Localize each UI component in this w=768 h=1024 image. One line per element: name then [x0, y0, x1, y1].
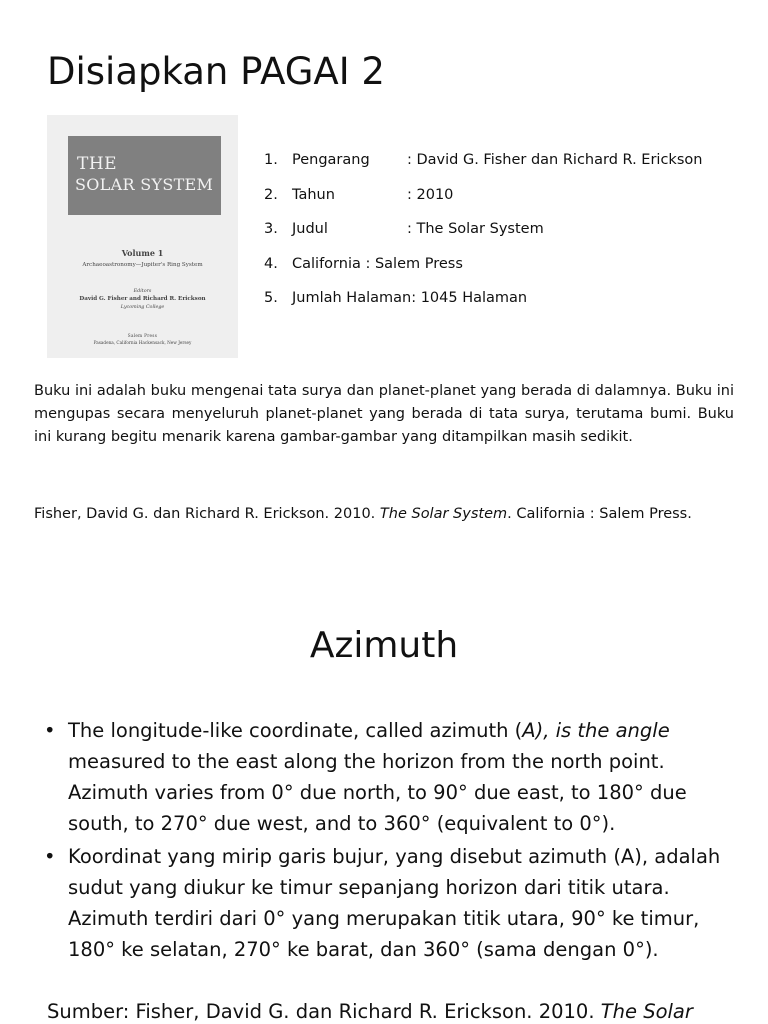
cover-publisher: Salem Press [127, 333, 158, 338]
cover-subtitle: Archaeoastronomy—Jupiter's Ring System [82, 262, 203, 268]
slide-2 [0, 575, 768, 1024]
info-label: Jumlah Halaman: 1045 Halaman [292, 290, 528, 306]
book-citation [34, 506, 692, 522]
info-label: Pengarang [292, 152, 370, 168]
citation-publisher: . California : Salem Press. [507, 506, 692, 522]
citation-text: Fisher, David G. dan Richard R. Erickson. 2010. [34, 506, 380, 522]
info-number: 2. [264, 187, 278, 203]
cover-title-band [68, 136, 221, 215]
info-value: : David G. Fisher dan Richard R. Erickson [407, 152, 703, 168]
bullet-list [44, 715, 734, 967]
slide-title: Disiapkan PAGAI 2 [47, 50, 385, 93]
cover-college: Lycoming College [120, 305, 165, 310]
source-citation [47, 1000, 693, 1023]
bullet-italic-text: A), is the angle [522, 719, 670, 742]
citation-book-title: The Solar System [379, 506, 508, 522]
info-number: 1. [264, 152, 278, 168]
info-number: 5. [264, 290, 278, 306]
slide-title: Azimuth [309, 625, 459, 666]
bullet-item [44, 715, 734, 839]
book-cover-image [47, 115, 238, 358]
info-number: 3. [264, 221, 278, 237]
info-number: 4. [264, 256, 278, 272]
source-text: Sumber: Fisher, David G. dan Richard R. Erickson. 2010. [47, 1000, 601, 1023]
cover-volume: Volume 1 [121, 248, 164, 258]
cover-title-line2: SOLAR SYSTEM [75, 175, 214, 194]
cover-editors: David G. Fisher and Richard R. Erickson [79, 296, 206, 302]
info-value: : The Solar System [407, 221, 544, 237]
cover-title-line1: THE [77, 154, 118, 174]
bullet-text: Koordinat yang mirip garis bujur, yang disebut azimuth (A), adalah sudut yang diukur ke timur sepanjang horizon dari titik utara. Azimuth terdiri dari 0° yang merupakan titik utara, 90° ke timur, 180° ke selatan, 270° ke barat, dan 360° (sama dengan 0°). [68, 845, 721, 961]
info-label: California : Salem Press [292, 256, 463, 272]
info-value: : 2010 [407, 187, 454, 203]
source-book-title: The Solar [600, 1000, 693, 1023]
book-description: Buku ini adalah buku mengenai tata surya dan planet-planet yang berada di dalamnya. Buku ini mengupas secara menyeluruh planet-planet yang berada di tata surya, terutama bumi. Buku ini kurang begitu menarik karena gambar-gambar yang ditampilkan masih sedikit. [34, 383, 734, 445]
info-label: Tahun [292, 187, 335, 203]
cover-locations: Pasadena, California Hackensack, New Jersey [93, 340, 192, 345]
bullet-icon: • [44, 719, 56, 742]
cover-editors-label: Editors [133, 289, 152, 294]
bullet-item [44, 841, 734, 965]
bullet-text: The longitude-like coordinate, called azimuth ( [68, 719, 523, 742]
bullet-icon: • [44, 845, 56, 868]
bullet-text-continued: measured to the east along the horizon from the north point. Azimuth varies from 0° due north, to 90° due east, to 180° due south, to 270° due west, and to 360° (equivalent to 0°). [68, 750, 687, 835]
info-label: Judul [292, 221, 328, 237]
